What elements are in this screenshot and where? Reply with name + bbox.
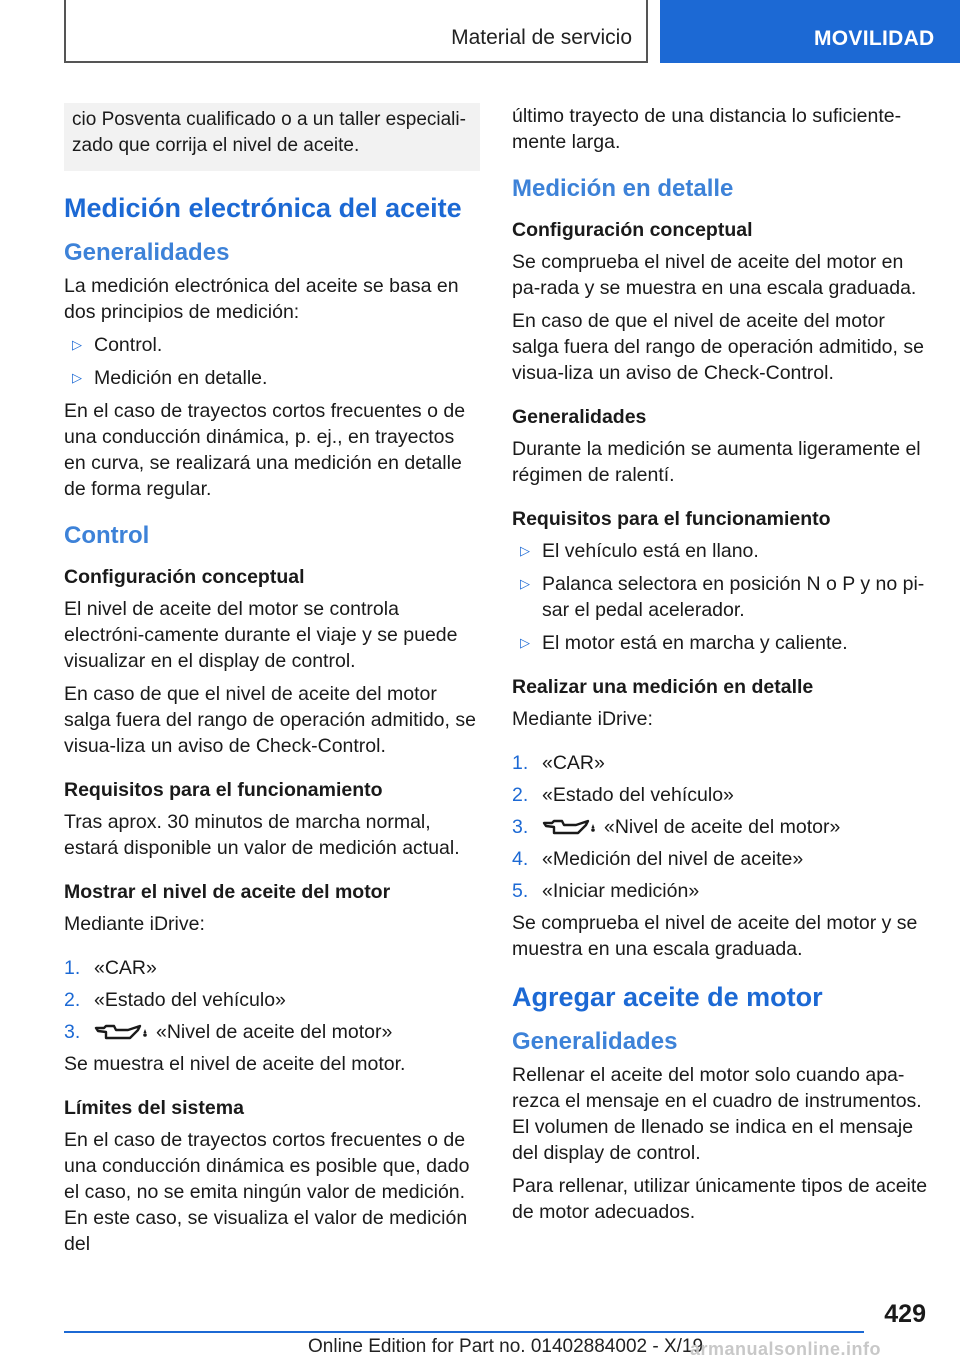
step-number: 2. <box>64 989 81 1011</box>
concept-paragraph-1: Se comprueba el nivel de aceite del motor en pa-rada y se muestra en una escala graduada. <box>512 251 917 299</box>
heading-system-limits: Límites del sistema <box>64 1097 244 1119</box>
continued-paragraph: último trayecto de una distancia lo suficiente-mente larga. <box>512 105 902 153</box>
step-number: 4. <box>512 848 529 870</box>
heading-control: Control <box>64 522 150 549</box>
bullet-text: Medición en detalle. <box>94 367 268 389</box>
list-item <box>64 1019 480 1045</box>
header-section-box <box>64 0 648 63</box>
footer-edition: Online Edition for Part no. 01402884002 - X/19 <box>308 1336 704 1357</box>
oil-can-icon <box>94 1022 148 1042</box>
general-intro: La medición electrónica del aceite se basa en dos principios de medición: <box>64 275 459 323</box>
header-chapter-tab[interactable] <box>660 0 960 63</box>
list-item <box>64 332 480 358</box>
show-result: Se muestra el nivel de aceite del motor. <box>64 1053 406 1075</box>
step-number: 1. <box>512 752 529 774</box>
header-section-title: Material de servicio <box>451 26 632 49</box>
heading-general: Generalidades <box>64 239 230 266</box>
bullet-text: Palanca selectora en posición N o P y no pi-sar el pedal acelerador. <box>542 573 925 621</box>
heading-general: Generalidades <box>512 406 647 428</box>
left-column <box>64 103 480 1264</box>
show-intro: Mediante iDrive: <box>64 913 205 935</box>
add-paragraph-2: Para rellenar, utilizar únicamente tipos de aceite de motor adecuados. <box>512 1175 928 1223</box>
oil-can-icon <box>542 817 596 837</box>
heading-requirements: Requisitos para el funcionamiento <box>64 779 383 801</box>
triangle-bullet-icon: ▷ <box>72 337 82 352</box>
step-text: «Iniciar medición» <box>542 880 700 902</box>
triangle-bullet-icon: ▷ <box>520 635 530 650</box>
footer-divider <box>64 1331 864 1333</box>
step-text: «Estado del vehículo» <box>94 989 286 1011</box>
perform-intro: Mediante iDrive: <box>512 708 653 730</box>
triangle-bullet-icon: ▷ <box>72 370 82 385</box>
heading-concept: Configuración conceptual <box>512 219 753 241</box>
step-text: «Medición del nivel de aceite» <box>542 848 804 870</box>
bullet-text: El motor está en marcha y caliente. <box>542 632 848 654</box>
detail-result: Se comprueba el nivel de aceite del motor y se muestra en una escala graduada. <box>512 912 918 960</box>
requirements-paragraph: Tras aprox. 30 minutos de marcha normal, estará disponible un valor de medición actual. <box>64 811 460 859</box>
step-number: 3. <box>512 816 529 838</box>
list-item <box>64 987 480 1013</box>
list-item <box>512 782 928 808</box>
general-body: En el caso de trayectos cortos frecuentes o de una conducción dinámica, p. ej., en trayectos en curva, se realizará una medición en detalle de forma regular. <box>64 400 466 500</box>
bullet-text: Control. <box>94 334 163 356</box>
step-number: 1. <box>64 957 81 979</box>
right-column <box>512 103 928 1232</box>
list-item <box>512 814 928 840</box>
bullet-text: El vehículo está en llano. <box>542 540 759 562</box>
concept-paragraph-1: El nivel de aceite del motor se controla electróni-camente durante el viaje y se puede visualizar en el display de control. <box>64 598 458 672</box>
step-text: «Nivel de aceite del motor» <box>156 1021 393 1043</box>
heading-concept: Configuración conceptual <box>64 566 305 588</box>
heading-detail-measurement: Medición en detalle <box>512 175 734 202</box>
limits-paragraph: En el caso de trayectos cortos frecuentes o de una conducción dinámica es posible que, dado el caso, no se emita ningún valor de medición. En este caso, se visualiza el valor de medición del <box>64 1129 470 1255</box>
step-text: «Estado del vehículo» <box>542 784 734 806</box>
add-paragraph-1: Rellenar el aceite del motor solo cuando apa-rezca el mensaje en el cuadro de instrumentos. El volumen de llenado se indica en el mensaje del display de control. <box>512 1064 922 1164</box>
page-number: 429 <box>884 1300 926 1328</box>
header-chapter-title: MOVILIDAD <box>814 27 935 50</box>
heading-requirements: Requisitos para el funcionamiento <box>512 508 831 530</box>
step-number: 3. <box>64 1021 81 1043</box>
section-title-add-oil: Agregar aceite de motor <box>512 982 823 1012</box>
section-title-electronic-oil: Medición electrónica del aceite <box>64 193 462 223</box>
heading-general: Generalidades <box>512 1028 678 1055</box>
note-text: cio Posventa cualificado o a un taller especiali-zado que corrija el nivel de aceite. <box>72 109 466 156</box>
list-item <box>512 571 928 623</box>
list-item <box>512 878 928 904</box>
step-text: «CAR» <box>94 957 157 979</box>
list-item <box>512 750 928 776</box>
list-item <box>512 846 928 872</box>
triangle-bullet-icon: ▷ <box>520 543 530 558</box>
triangle-bullet-icon: ▷ <box>520 576 530 591</box>
list-item <box>512 538 928 564</box>
watermark: armanualsonline.info <box>690 1339 882 1359</box>
note-box <box>64 103 480 171</box>
step-text: «Nivel de aceite del motor» <box>604 816 841 838</box>
list-item <box>64 955 480 981</box>
step-number: 2. <box>512 784 529 806</box>
list-item <box>512 630 928 656</box>
heading-perform-detail: Realizar una medición en detalle <box>512 676 814 698</box>
concept-paragraph-2: En caso de que el nivel de aceite del motor salga fuera del rango de operación admitido, se visua-liza un aviso de Check-Control. <box>512 310 924 384</box>
list-item <box>64 365 480 391</box>
step-text: «CAR» <box>542 752 605 774</box>
heading-show-oil-level: Mostrar el nivel de aceite del motor <box>64 881 391 903</box>
concept-paragraph-2: En caso de que el nivel de aceite del motor salga fuera del rango de operación admitido, se visua-liza un aviso de Check-Control. <box>64 683 476 757</box>
general-paragraph: Durante la medición se aumenta ligeramente el régimen de ralentí. <box>512 438 921 486</box>
step-number: 5. <box>512 880 529 902</box>
